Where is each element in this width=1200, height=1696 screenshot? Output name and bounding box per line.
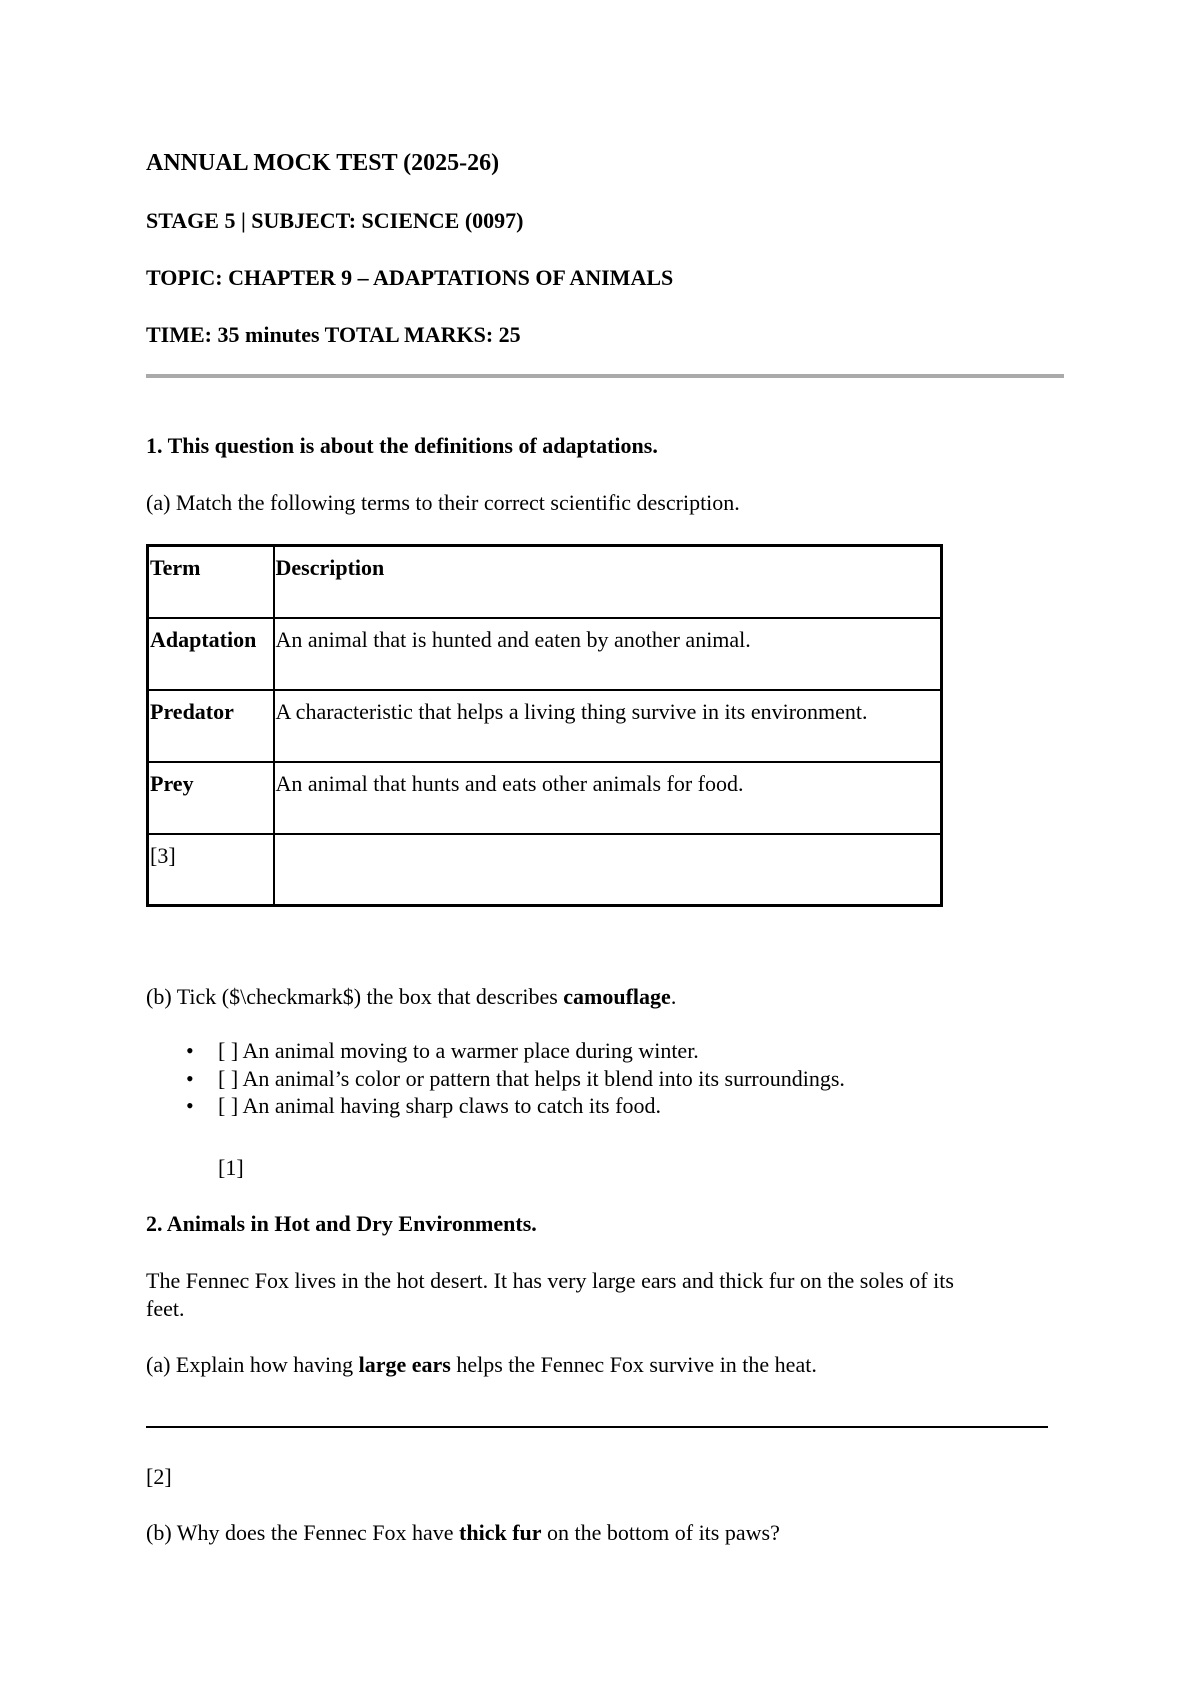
option-text: [ ] An animal’s color or pattern that helps it blend into its surroundings. bbox=[218, 1065, 845, 1091]
question-2b-prefix: (b) Why does the Fennec Fox have bbox=[146, 1520, 460, 1545]
option-text: [ ] An animal having sharp claws to catch its food. bbox=[218, 1093, 661, 1118]
table-cell-empty bbox=[274, 834, 942, 906]
list-item[interactable] bbox=[146, 1065, 845, 1093]
table-cell-description: An animal that is hunted and eaten by another animal. bbox=[274, 618, 942, 690]
option-text: [ ] An animal moving to a warmer place during winter. bbox=[218, 1038, 699, 1063]
table-row bbox=[148, 690, 942, 762]
list-item[interactable] bbox=[146, 1092, 845, 1120]
table-cell-term: Prey bbox=[148, 762, 274, 834]
list-item[interactable] bbox=[146, 1037, 845, 1065]
matching-table bbox=[146, 544, 943, 907]
question-2a-prefix: (a) Explain how having bbox=[146, 1352, 359, 1377]
table-cell-term: Predator bbox=[148, 690, 274, 762]
question-1a-prompt: (a) Match the following terms to their correct scientific description. bbox=[146, 490, 740, 515]
time-marks-line: TIME: 35 minutes TOTAL MARKS: 25 bbox=[146, 322, 521, 347]
bullet-icon: • bbox=[186, 1065, 194, 1091]
exam-title: ANNUAL MOCK TEST (2025-26) bbox=[146, 150, 500, 176]
table-cell-description: An animal that hunts and eats other animals for food. bbox=[274, 762, 942, 834]
question-2-intro-line-2: feet. bbox=[146, 1296, 185, 1321]
question-2a-prompt bbox=[146, 1352, 817, 1378]
question-2b-keyword: thick fur bbox=[459, 1520, 542, 1545]
question-1b-prompt bbox=[146, 984, 676, 1010]
table-row bbox=[148, 762, 942, 834]
table-row bbox=[148, 834, 942, 906]
table-row bbox=[148, 618, 942, 690]
bullet-icon: • bbox=[186, 1038, 194, 1063]
table-cell-description: A characteristic that helps a living thing survive in its environment. bbox=[274, 690, 942, 762]
table-header-row bbox=[148, 546, 942, 618]
table-cell-marks: [3] bbox=[148, 834, 274, 906]
question-1b-marks: [1] bbox=[218, 1155, 244, 1180]
question-2-heading: 2. Animals in Hot and Dry Environments. bbox=[146, 1211, 537, 1236]
question-1-heading: 1. This question is about the definitions of adaptations. bbox=[146, 433, 658, 458]
answer-line[interactable] bbox=[146, 1426, 1048, 1428]
camouflage-options-list bbox=[146, 1037, 845, 1120]
stage-subject-line: STAGE 5 | SUBJECT: SCIENCE (0097) bbox=[146, 208, 524, 233]
table-header-term: Term bbox=[148, 546, 274, 618]
question-1b-prefix: (b) Tick ($\checkmark$) the box that describes bbox=[146, 984, 564, 1009]
question-1b-keyword: camouflage bbox=[563, 984, 671, 1009]
question-2a-keyword: large ears bbox=[358, 1352, 451, 1377]
question-2a-marks: [2] bbox=[146, 1464, 172, 1489]
question-2b-prompt bbox=[146, 1520, 780, 1546]
bullet-icon: • bbox=[186, 1093, 194, 1118]
question-2-intro-line-1: The Fennec Fox lives in the hot desert. It has very large ears and thick fur on the soles of its bbox=[146, 1268, 954, 1293]
question-2a-suffix: helps the Fennec Fox survive in the heat. bbox=[450, 1352, 817, 1377]
question-1b-suffix: . bbox=[670, 984, 677, 1009]
table-cell-term: Adaptation bbox=[148, 618, 274, 690]
question-2b-suffix: on the bottom of its paws? bbox=[541, 1520, 780, 1545]
table-header-description: Description bbox=[274, 546, 942, 618]
header-divider bbox=[146, 374, 1064, 378]
topic-line: TOPIC: CHAPTER 9 – ADAPTATIONS OF ANIMALS bbox=[146, 265, 674, 290]
